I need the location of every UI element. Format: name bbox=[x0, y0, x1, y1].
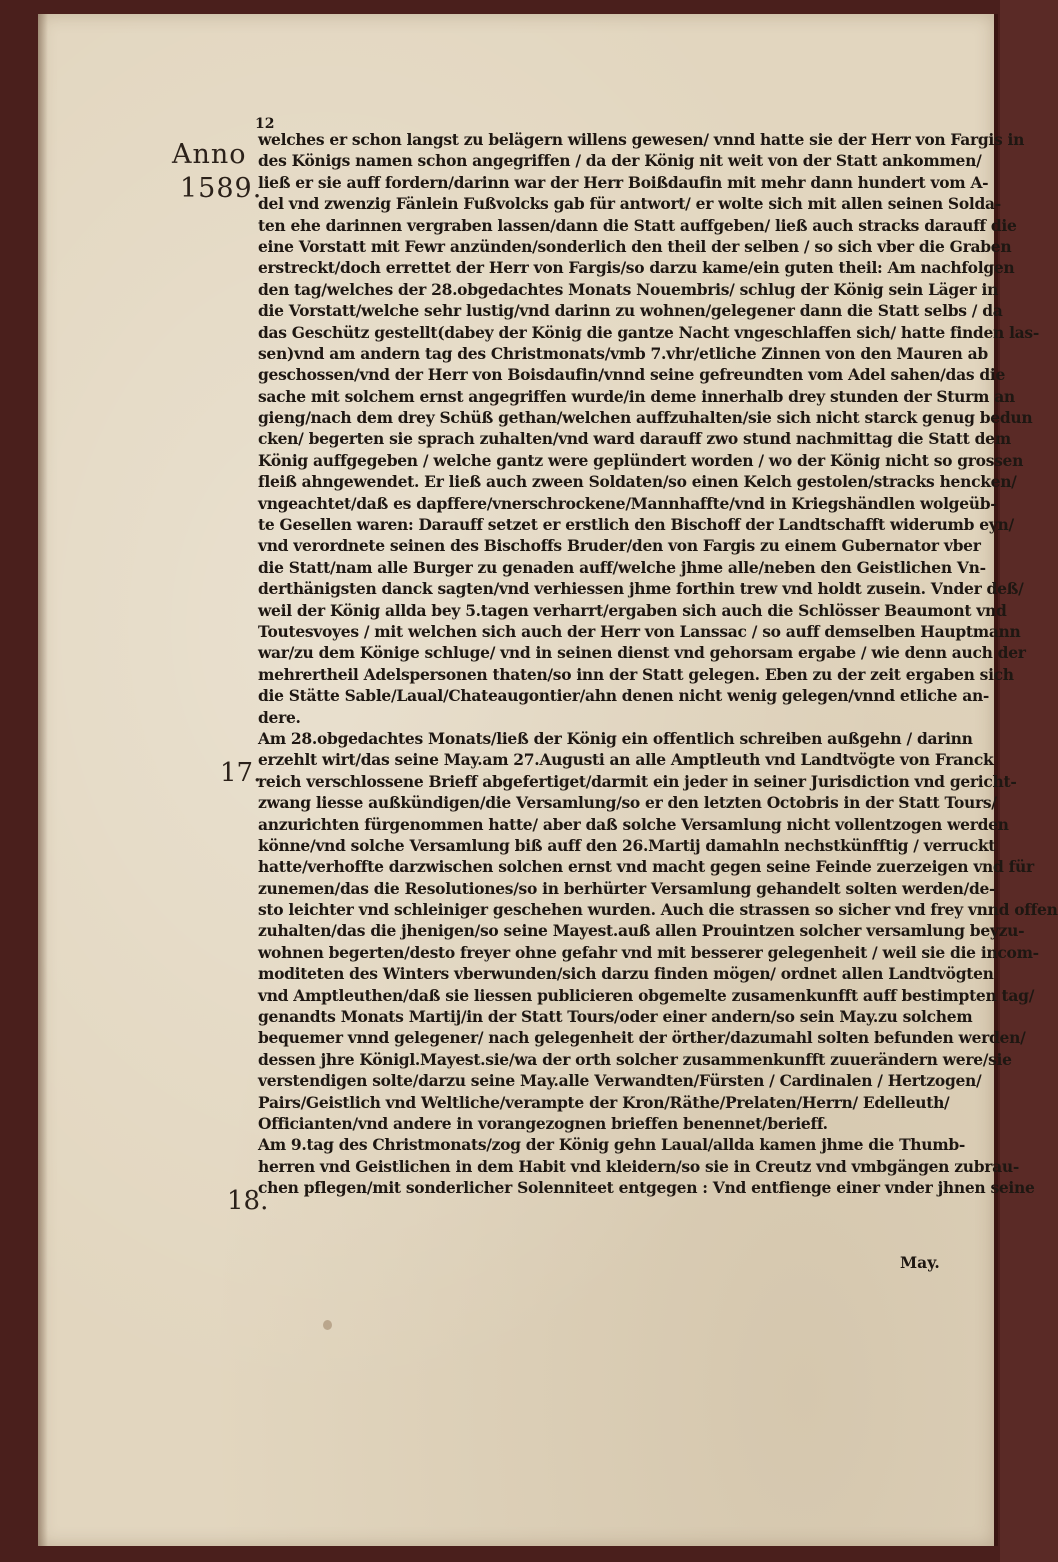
text-line: die Statt/nam alle Burger zu genaden auff/welche jhme alle/neben den Geistlichen Vn- bbox=[258, 557, 986, 577]
text-line: welches er schon langst zu belägern willens gewesen/ vnnd hatte sie der Herr von Fargis in bbox=[258, 130, 1025, 149]
text-line: cken/ begerten sie sprach zuhalten/vnd ward darauff zwo stund nachmittag die Statt dem bbox=[258, 429, 1011, 449]
text-line: herren vnd Geistlichen in dem Habit vnd kleidern/so sie in Creutz vnd vmbgängen zubrau- bbox=[258, 1156, 1019, 1176]
text-line: derthänigsten danck sagten/vnd verhiessen jhme forthin trew vnd holdt zusein. Vnder deß/ bbox=[258, 579, 1024, 599]
text-line: chen pflegen/mit sonderlicher Solenniteet entgegen : Vnd entfienge einer vnder jhnen seine bbox=[258, 1178, 1035, 1198]
text-line: erstreckt/doch errettet der Herr von Fargis/so darzu kame/ein guten theil: Am nachfolgen bbox=[258, 258, 1015, 278]
text-line: des Königs namen schon angegriffen / da der König nit weit von der Statt ankommen/ bbox=[258, 151, 982, 171]
text-line: die Stätte Sable/Laual/Chateaugontier/ahn denen nicht wenig gelegen/vnnd etliche an- bbox=[258, 686, 990, 706]
page-number: 12 bbox=[255, 116, 275, 132]
text-line: erzehlt wirt/das seine May.am 27.Augusti an alle Amptleuth vnd Landtvögte von Franck bbox=[258, 750, 994, 770]
text-line: vnd verordnete seinen des Bischoffs Bruder/den von Fargis zu einem Gubernator vber bbox=[258, 536, 981, 556]
text-line: ließ er sie auff fordern/darinn war der Herr Boißdaufin mit mehr dann hundert vom A- bbox=[258, 172, 989, 192]
text-line: zuhalten/das die jhenigen/so seine Mayest.auß allen Prouintzen solcher versamlung beyzu- bbox=[258, 921, 1025, 941]
text-line: war/zu dem Könige schluge/ vnd in seinen dienst vnd gehorsam ergabe / wie denn auch der bbox=[258, 643, 1026, 663]
paper-stain bbox=[323, 1320, 332, 1330]
text-line: fleiß ahngewendet. Er ließ auch zween Soldaten/so einen Kelch gestolen/stracks hencken/ bbox=[258, 472, 1017, 492]
text-line: bequemer vnnd gelegener/ nach gelegenheit der örther/dazumahl solten befunden werden/ bbox=[258, 1028, 1026, 1048]
text-line: anzurichten fürgenommen hatte/ aber daß solche Versamlung nicht vollentzogen werden bbox=[258, 814, 1009, 834]
margin-section-17: 17. bbox=[220, 758, 262, 788]
text-line: dessen jhre Königl.Mayest.sie/wa der orth solcher zusammenkunfft zuuerändern were/sie bbox=[258, 1049, 1012, 1069]
text-line: del vnd zwenzig Fänlein Fußvolcks gab für antwort/ er wolte sich mit allen seinen Solda- bbox=[258, 194, 1001, 214]
text-line: eine Vorstatt mit Fewr anzünden/sonderlich den theil der selben / so sich vber die Graben bbox=[258, 236, 1012, 256]
text-line: Toutesvoyes / mit welchen sich auch der Herr von Lanssac / so auff demselben Hauptmann bbox=[258, 621, 1021, 641]
text-line: dere. bbox=[258, 707, 301, 727]
text-line: reich verschlossene Brieff abgefertiget/darmit ein jeder in seiner Jurisdiction vnd gericht- bbox=[258, 771, 1017, 791]
text-line: weil der König allda bey 5.tagen verharrt/ergaben sich auch die Schlösser Beaumont vnd bbox=[258, 600, 1007, 620]
text-line: geschossen/vnd der Herr von Boisdaufin/vnnd seine gefreundten vom Adel sahen/das die bbox=[258, 365, 1006, 385]
text-line: gieng/nach dem drey Schüß gethan/welchen auffzuhalten/sie sich nicht starck genug bedun bbox=[258, 408, 1033, 428]
body-text bbox=[258, 129, 1058, 1199]
text-line: König auffgegeben / welche gantz were geplündert worden / wo der König nicht so grossen bbox=[258, 450, 1024, 470]
text-line: wohnen begerten/desto freyer ohne gefahr vnd mit besserer gelegenheit / weil sie die incom- bbox=[258, 942, 1039, 962]
text-line: hatte/verhoffte darzwischen solchen ernst vnd macht gegen seine Feinde zuerzeigen vnd für bbox=[258, 857, 1034, 877]
text-line: Am 9.tag des Christmonats/zog der König gehn Laual/allda kamen jhme die Thumb- bbox=[258, 1135, 966, 1155]
text-line: den tag/welches der 28.obgedachtes Monats Nouembris/ schlug der König sein Läger in bbox=[258, 279, 999, 299]
margin-anno: Anno bbox=[172, 139, 247, 170]
text-line: zwang liesse außkündigen/die Versamlung/so er den letzten Octobris in der Statt Tours/ bbox=[258, 793, 997, 813]
catchword: May. bbox=[900, 1253, 940, 1272]
text-line: könne/vnd solche Versamlung biß auff den 26.Martij damahln nechstkünfftig / verruckt bbox=[258, 835, 996, 855]
text-line: Am 28.obgedachtes Monats/ließ der König ein offentlich schreiben außgehn / darinn bbox=[258, 728, 973, 748]
text-line: vnd Amptleuthen/daß sie liessen publicieren obgemelte zusamenkunfft auff bestimpten tag/ bbox=[258, 985, 1035, 1005]
text-line: moditeten des Winters vberwunden/sich darzu finden mögen/ ordnet allen Landtvögten bbox=[258, 964, 994, 984]
text-line: die Vorstatt/welche sehr lustig/vnd darinn zu wohnen/gelegener dann die Statt selbs / da bbox=[258, 301, 1003, 321]
text-line: ten ehe darinnen vergraben lassen/dann die Statt auffgeben/ ließ auch stracks darauff die bbox=[258, 215, 1017, 235]
text-line: Pairs/Geistlich vnd Weltliche/verampte der Kron/Räthe/Prelaten/Herrn/ Edelleuth/ bbox=[258, 1092, 950, 1112]
text-line: sen)vnd am andern tag des Christmonats/vmb 7.vhr/etliche Zinnen von den Mauren ab bbox=[258, 343, 988, 363]
text-line: sache mit solchem ernst angegriffen wurde/in deme innerhalb drey stunden der Sturm an bbox=[258, 386, 1015, 406]
text-line: verstendigen solte/darzu seine May.alle Verwandten/Fürsten / Cardinalen / Hertzogen/ bbox=[258, 1071, 982, 1091]
text-line: vngeachtet/daß es dapffere/vnerschrockene/Mannhaffte/vnd in Kriegshändlen wolgeüb- bbox=[258, 493, 997, 513]
margin-section-18: 18. bbox=[227, 1186, 269, 1216]
gutter-shadow bbox=[38, 14, 48, 1546]
text-line: das Geschütz gestellt(dabey der König die gantze Nacht vngeschlaffen sich/ hatte finden las- bbox=[258, 322, 1039, 342]
text-line: zunemen/das die Resolutiones/so in berhürter Versamlung gehandelt solten werden/de- bbox=[258, 878, 996, 898]
text-line: sto leichter vnd schleiniger geschehen wurden. Auch die strassen so sicher vnd frey vnnd offen bbox=[258, 900, 1058, 920]
text-line: mehrertheil Adelspersonen thaten/so inn der Statt gelegen. Eben zu der zeit ergaben sich bbox=[258, 664, 1014, 684]
text-line: Officianten/vnd andere in vorangezognen brieffen benennet/berieff. bbox=[258, 1113, 828, 1133]
margin-year: 1589. bbox=[180, 173, 263, 204]
text-line: te Gesellen waren: Darauff setzet er erstlich den Bischoff der Landtschafft widerumb eyn/ bbox=[258, 515, 1014, 535]
text-line: genandts Monats Martij/in der Statt Tours/oder einer andern/so sein May.zu solchem bbox=[258, 1007, 973, 1027]
